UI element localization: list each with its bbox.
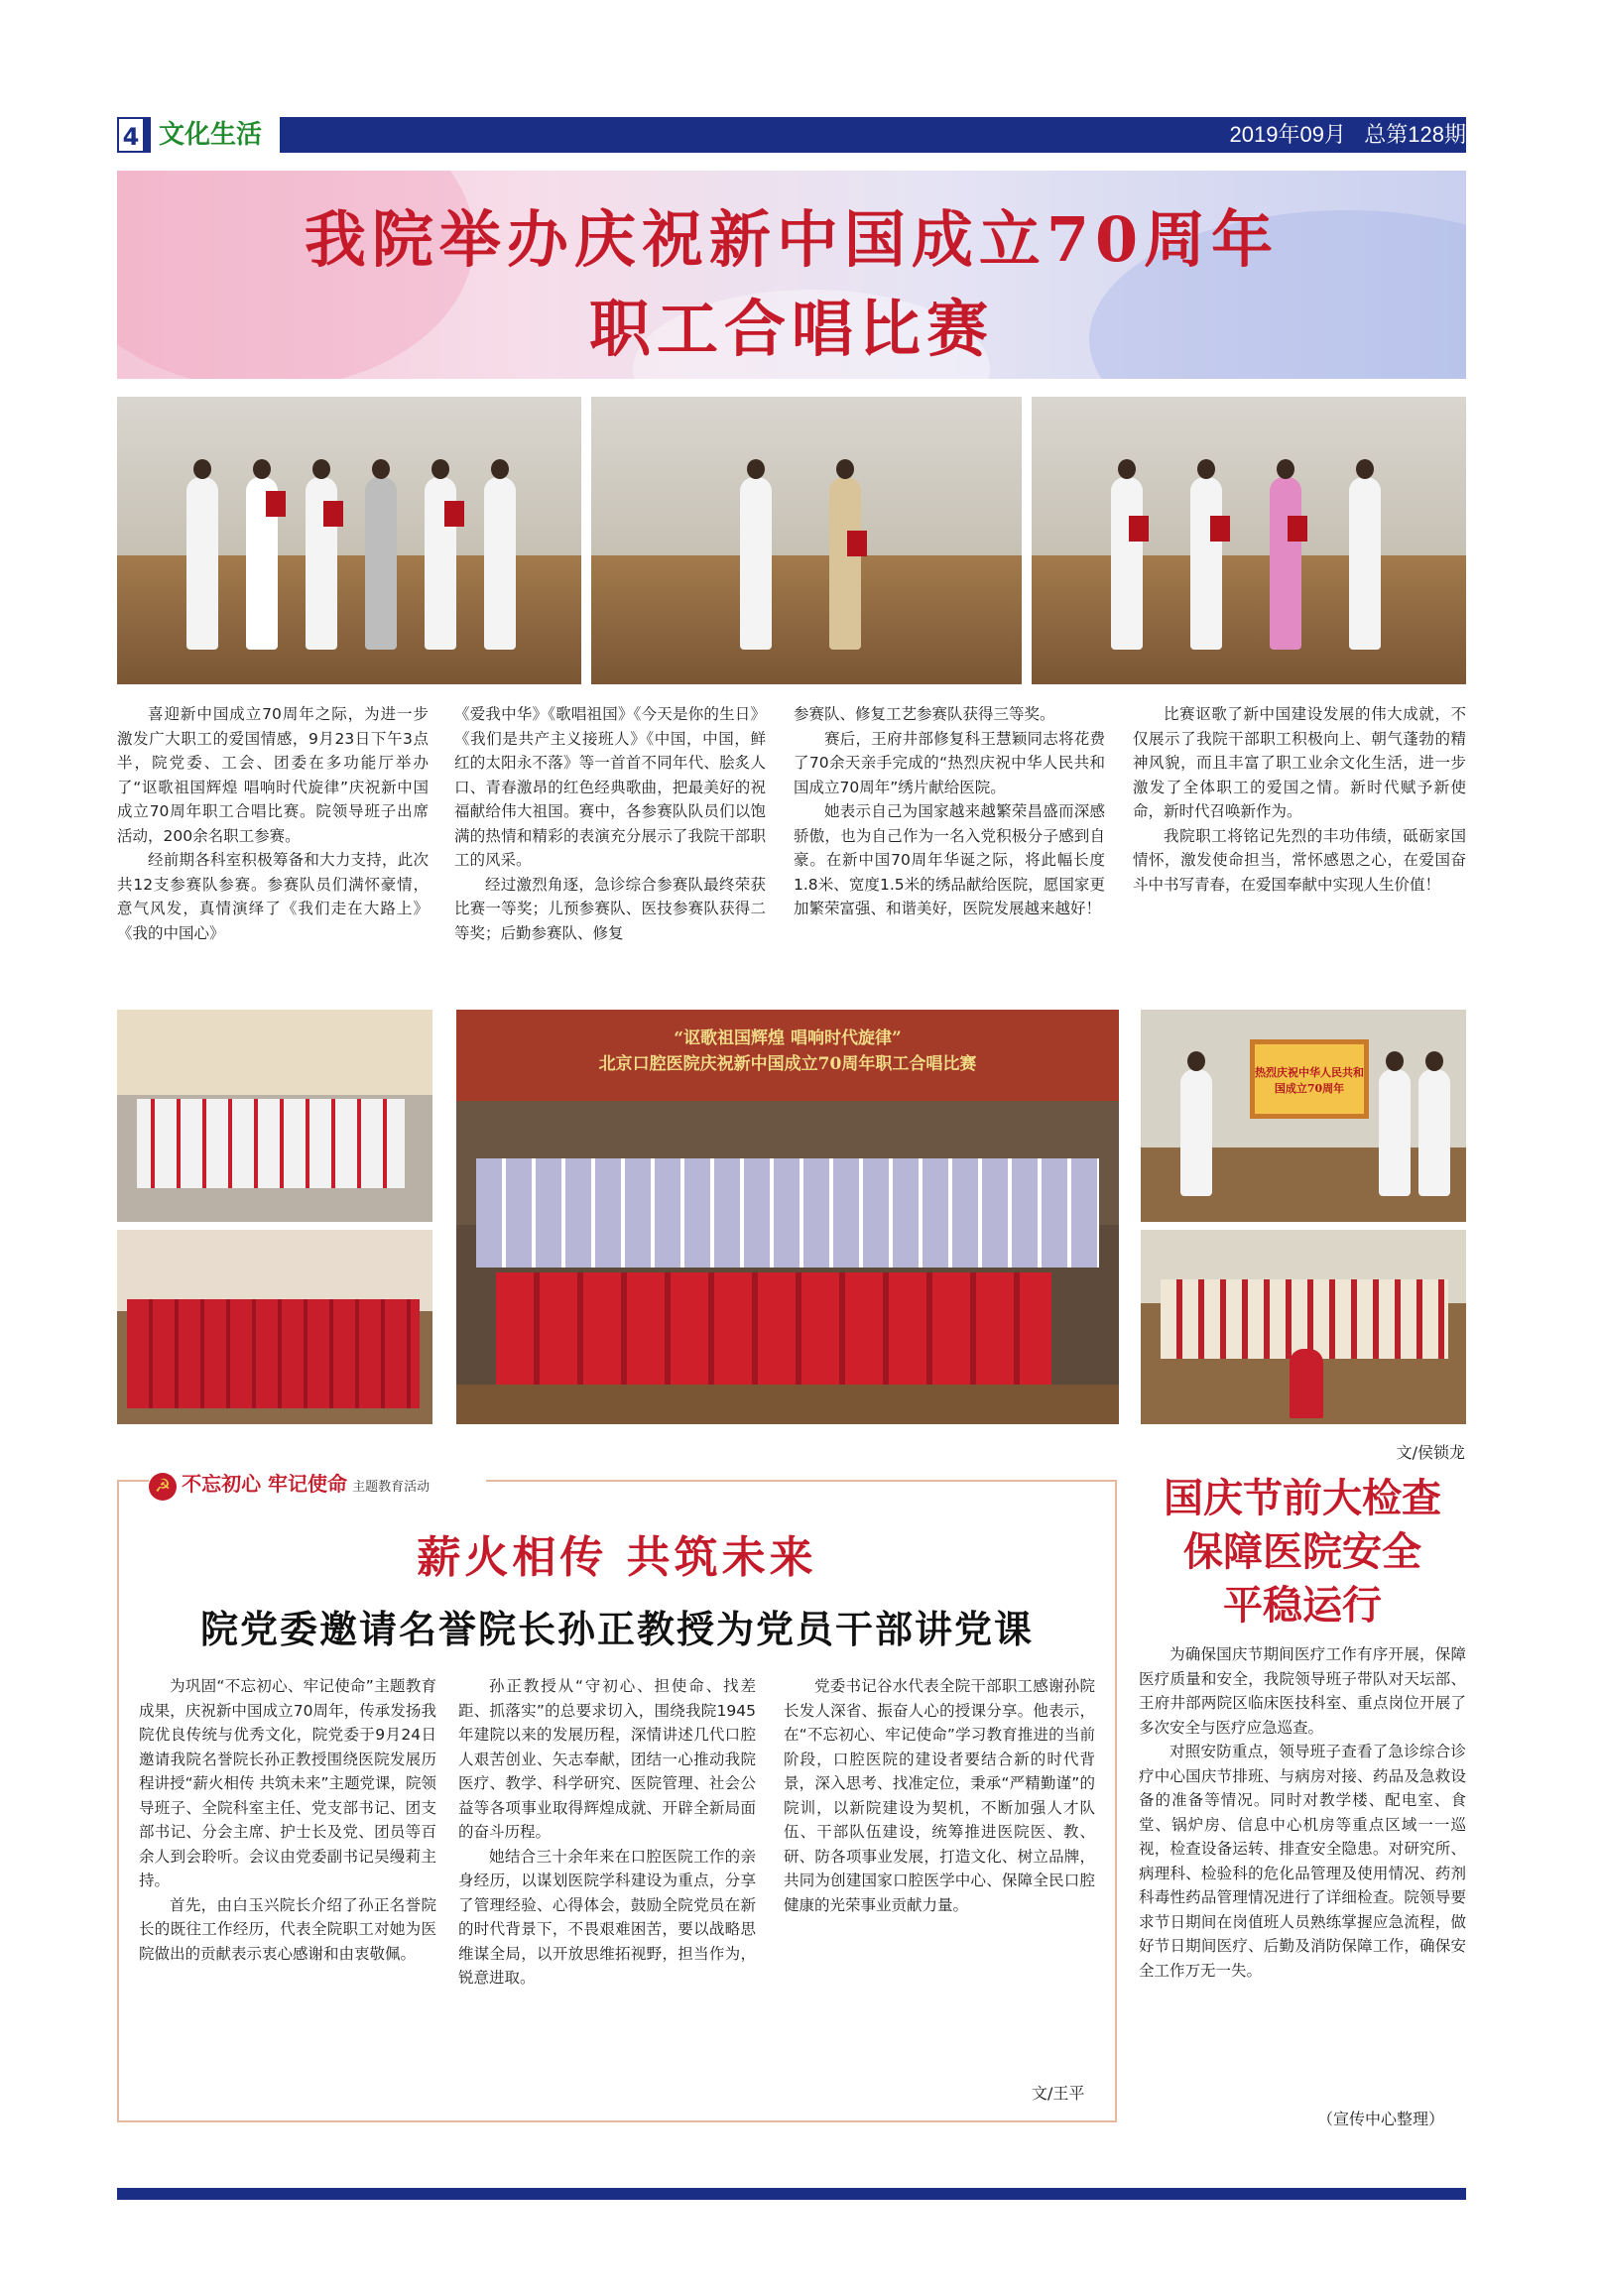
photo-award-group3 bbox=[1032, 397, 1466, 684]
stage-banner-line2: 北京口腔医院庆祝新中国成立70周年职工合唱比赛 bbox=[598, 1054, 977, 1074]
issue-date: 2019年09月 bbox=[1229, 122, 1346, 147]
section-title: 文化生活 bbox=[151, 117, 280, 153]
photo-choir-ethnic bbox=[1141, 1230, 1466, 1424]
sidebar-byline: （宣传中心整理） bbox=[1317, 2110, 1445, 2128]
footer-bar bbox=[117, 2188, 1466, 2200]
sidebar-title bbox=[1139, 1472, 1466, 1632]
paragraph: 参赛队、修复工艺参赛队获得三等奖。 bbox=[794, 705, 1055, 723]
feature-tag-sub: 主题教育活动 bbox=[352, 1480, 431, 1495]
feature-col2 bbox=[458, 1674, 756, 1991]
paragraph: 她结合三十余年来在口腔医院工作的亲身经历，以谋划医院学科建设为重点，分享了管理经验、心得体会，鼓励全院党员在新的时代背景下，不畏艰难困苦，要以战略思维谋全局，以开放思维拓视野，担当作为，锐意进取。 bbox=[458, 1847, 756, 1987]
article1-col1 bbox=[117, 702, 429, 945]
paragraph: 孙正教授从“守初心、担使命、找差距、抓落实”的总要求切入，围绕我院1945年建院以来的发展历程，深情讲述几代口腔人艰苦创业、矢志奉献，团结一心推动我院医疗、教学、科学研究、医院管理、社会公益等各项事业取得辉煌成就、开辟全新局面的奋斗历程。 bbox=[458, 1677, 756, 1841]
paragraph: 为确保国庆节期间医疗工作有序开展，保障医疗质量和安全，我院领导班子带队对天坛部、王府井部两院区临床医技科室、重点岗位开展了多次安全与医疗应急巡查。 bbox=[1139, 1645, 1466, 1737]
feature-byline: 文/王平 bbox=[1032, 2084, 1085, 2103]
article1-col4 bbox=[1133, 702, 1466, 897]
party-emblem-icon: ☭ bbox=[149, 1473, 177, 1501]
embroidery-artwork: 热烈庆祝中华人民共和国成立70周年 bbox=[1250, 1039, 1369, 1119]
headline-line1: 我院举办庆祝新中国成立70周年 bbox=[304, 203, 1280, 276]
issue-number: 总第128期 bbox=[1364, 122, 1466, 147]
sidebar-title-line1: 国庆节前大检查 bbox=[1164, 1475, 1441, 1521]
paragraph: 喜迎新中国成立70周年之际，为进一步激发广大职工的爱国情感，9月23日下午3点半，院党委、工会、团委在多功能厅举办了“讴歌祖国辉煌 唱响时代旋律”庆祝新中国成立70周年职工合唱比赛。院领导班子出席活动，200余名职工参赛。 bbox=[117, 705, 429, 845]
photo-choir-white bbox=[117, 1010, 432, 1222]
sidebar-title-line2: 保障医院安全 bbox=[1183, 1528, 1421, 1575]
photo-embroidery-presentation bbox=[1141, 1010, 1466, 1222]
photo-award-group1 bbox=[117, 397, 581, 684]
issue-info bbox=[1230, 117, 1466, 153]
headline-line2: 职工合唱比赛 bbox=[588, 293, 994, 365]
paragraph: 《爱我中华》《歌唱祖国》《今天是你的生日》《我们是共产主义接班人》《中国，中国，鲜红的太阳永不落》等一首首不同年代、脍炙人口、青春激昂的红色经典歌曲，把最美好的祝福献给伟大祖国。赛中，各参赛队队员们以饱满的热情和精彩的表演充分展示了我院干部职工的风采。 bbox=[454, 705, 766, 869]
feature-col1 bbox=[139, 1674, 436, 1966]
stage-banner-text bbox=[506, 1026, 1069, 1077]
paragraph: 为巩固“不忘初心、牢记使命”主题教育成果，庆祝新中国成立70周年，传承发扬我院优良传统与优秀文化，院党委于9月24日邀请我院名誉院长孙正教授围绕医院发展历程讲授“薪火相传 共筑未来”主题党课，院领导班子、全院科室主任、党支部书记、团支部书记、分会主席、护士长及党、团员等百余人到会聆听。会议由党委副书记吴缦莉主持。 bbox=[139, 1677, 436, 1889]
feature-subtitle: 院党委邀请名誉院长孙正教授为党员干部讲党课 bbox=[199, 1607, 1034, 1651]
article1-col3 bbox=[794, 702, 1105, 921]
photo-award-group2 bbox=[591, 397, 1022, 684]
feature-col3 bbox=[784, 1674, 1095, 1917]
paragraph: 党委书记谷水代表全院干部职工感谢孙院长发人深省、振奋人心的授课分享。他表示，在“不忘初心、牢记使命”学习教育推进的当前阶段，口腔医院的建设者要结合新的时代背景，深入思考、找准定位，秉承“严精勤谨”的院训，以新院建设为契机，不断加强人才队伍、干部队伍建设，统筹推进医院医、教、研、防各项事业发展，打造文化、树立品牌，共同为创建国家口腔医学中心、保障全民口腔健康的光荣事业贡献力量。 bbox=[784, 1677, 1095, 1914]
paragraph: 比赛讴歌了新中国建设发展的伟大成就，不仅展示了我院干部职工积极向上、朝气蓬勃的精神风貌，而且丰富了职工业余文化生活，进一步激发了全体职工的爱国之情。新时代赋予新使命，新时代召唤新作为。 bbox=[1133, 705, 1466, 820]
paragraph: 赛后，王府井部修复科王慧颖同志将花费了70余天亲手完成的“热烈庆祝中华人民共和国成立70周年”绣片献给医院。 bbox=[794, 729, 1105, 796]
article1-byline: 文/侯锁龙 bbox=[1396, 1443, 1465, 1462]
paragraph: 经过激烈角逐，急诊综合参赛队最终荣获比赛一等奖；儿预参赛队、医技参赛队获得二等奖；后勤参赛队、修复 bbox=[454, 875, 766, 942]
feature-title: 薪火相传 共筑未来 bbox=[417, 1532, 817, 1583]
paragraph: 对照安防重点，领导班子查看了急诊综合诊疗中心国庆节排班、与病房对接、药品及急救设备的准备等情况。同时对教学楼、配电室、食堂、锅炉房、信息中心机房等重点区域一一巡视，检查设备运转、排查安全隐患。对研究所、病理科、检验科的危化品管理及使用情况、药剂科毒性药品管理情况进行了详细检查。院领导要求节日期间在岗值班人员熟练掌握应急流程，做好节日期间医疗、后勤及消防保障工作，确保安全工作万无一失。 bbox=[1139, 1743, 1466, 1980]
feature-tag bbox=[149, 1468, 486, 1502]
paragraph: 经前期各科室积极筹备和大力支持，此次共12支参赛队参赛。参赛队员们满怀豪情，意气风发，真情演绎了《我们走在大路上》《我的中国心》 bbox=[117, 851, 429, 942]
sidebar-title-line3: 平稳运行 bbox=[1223, 1582, 1382, 1629]
photo-choir-red bbox=[117, 1230, 432, 1424]
paragraph: 我院职工将铭记先烈的丰功伟绩，砥砺家国情怀，激发使命担当，常怀感恩之心，在爱国奋斗中书写青春，在爱国奉献中实现人生价值！ bbox=[1133, 826, 1466, 894]
page-number: 4 bbox=[117, 117, 145, 153]
feature-tag-text: 不忘初心 牢记使命 bbox=[182, 1472, 348, 1496]
stage-banner-line1: “讴歌祖国辉煌 唱响时代旋律” bbox=[674, 1028, 902, 1048]
photo-group-stage bbox=[456, 1010, 1119, 1424]
paragraph: 首先，由白玉兴院长介绍了孙正名誉院长的既往工作经历，代表全院职工对她为医院做出的贡献表示衷心感谢和由衷敬佩。 bbox=[139, 1895, 436, 1963]
paragraph: 她表示自己为国家越来越繁荣昌盛而深感骄傲，也为自己作为一名入党积极分子感到自豪。在新中国70周年华诞之际，将此幅长度1.8米、宽度1.5米的绣品献给医院，愿国家更加繁荣富强、和谐美好，医院发展越来越好！ bbox=[794, 802, 1105, 917]
sidebar-body bbox=[1139, 1642, 1466, 1983]
article1-col2 bbox=[454, 702, 766, 945]
